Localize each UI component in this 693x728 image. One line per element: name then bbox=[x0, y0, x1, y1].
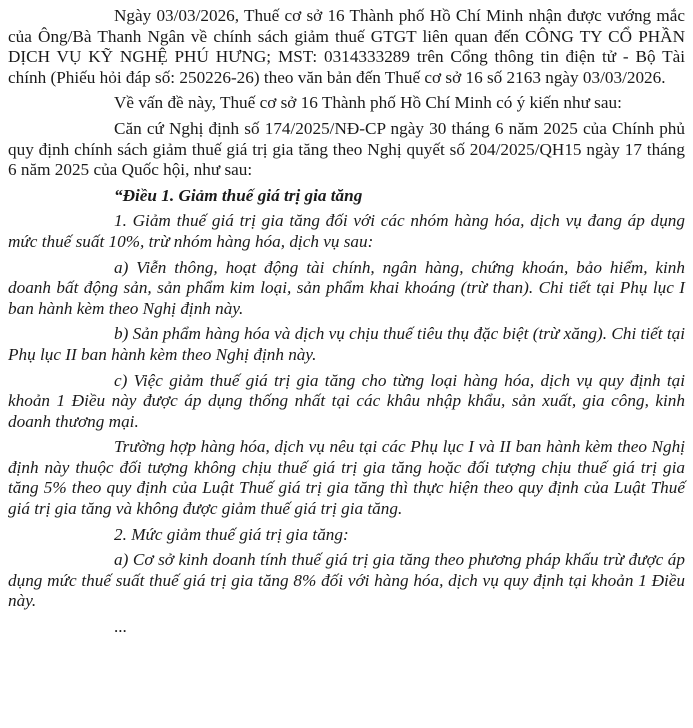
article-heading: “Điều 1. Giảm thuế giá trị gia tăng bbox=[114, 185, 363, 205]
clause-1: 1. Giảm thuế giá trị gia tăng đối với các nhóm hàng hóa, dịch vụ đang áp dụng mức thuế suất 10%, trừ nhóm hàng hóa, dịch vụ sau: bbox=[8, 211, 685, 251]
ellipsis: ... bbox=[114, 617, 127, 637]
clause-1-exception: Trường hợp hàng hóa, dịch vụ nêu tại các Phụ lục I và II ban hành kèm theo Nghị định này thuộc đối tượng không chịu thuế giá trị gia tăng hoặc đối tượng chịu thuế giá trị gia tăng 5% theo quy định của Luật Thuế giá trị gia tăng thì thực hiện theo quy định của Luật Thuế giá trị gia tăng và không được giảm thuế giá trị gia tăng. bbox=[8, 437, 685, 519]
clause-2-point-a: a) Cơ sở kinh doanh tính thuế giá trị gia tăng theo phương pháp khấu trừ được áp dụng mức thuế suất thuế giá trị gia tăng 8% đối với hàng hóa, dịch vụ quy định tại khoản 1 Điều này. bbox=[8, 550, 685, 611]
paragraph-legal-basis: Căn cứ Nghị định số 174/2025/NĐ-CP ngày 30 tháng 6 năm 2025 của Chính phủ quy định chính sách giảm thuế giá trị gia tăng theo Nghị quyết số 204/2025/QH15 ngày 17 tháng 6 năm 2025 của Quốc hội, như sau: bbox=[8, 118, 685, 180]
clause-2: 2. Mức giảm thuế giá trị gia tăng: bbox=[114, 524, 349, 544]
clause-1-point-c: c) Việc giảm thuế giá trị gia tăng cho từng loại hàng hóa, dịch vụ quy định tại khoản 1 Điều này được áp dụng thống nhất tại các khâu nhập khẩu, sản xuất, gia công, kinh doanh thương mại. bbox=[8, 370, 685, 431]
paragraph-receipt-notice: Ngày 03/03/2026, Thuế cơ sở 16 Thành phố Hồ Chí Minh nhận được vướng mắc của Ông/Bà Thanh Ngân về chính sách giảm thuế GTGT liên quan đến CÔNG TY CỔ PHẦN DỊCH VỤ KỸ NGHỆ PHÚ HƯNG; MST: 0314333289 trên Cổng thông tin điện tử - Bộ Tài chính (Phiếu hỏi đáp số: 250226-26) theo văn bản đến Thuế cơ sở 16 số 2163 ngày 03/03/2026. bbox=[8, 6, 685, 87]
clause-1-point-b: b) Sản phẩm hàng hóa và dịch vụ chịu thuế tiêu thụ đặc biệt (trừ xăng). Chi tiết tại Phụ lục II ban hành kèm theo Nghị định này. bbox=[8, 324, 685, 364]
clause-1-point-a: a) Viễn thông, hoạt động tài chính, ngân hàng, chứng khoán, bảo hiểm, kinh doanh bất động sản, sản phẩm kim loại, sản phẩm khai khoáng (trừ than). Chi tiết tại Phụ lục I ban hành kèm theo Nghị định này. bbox=[8, 257, 685, 318]
paragraph-opinion-intro: Về vấn đề này, Thuế cơ sở 16 Thành phố Hồ Chí Minh có ý kiến như sau: bbox=[114, 93, 622, 113]
